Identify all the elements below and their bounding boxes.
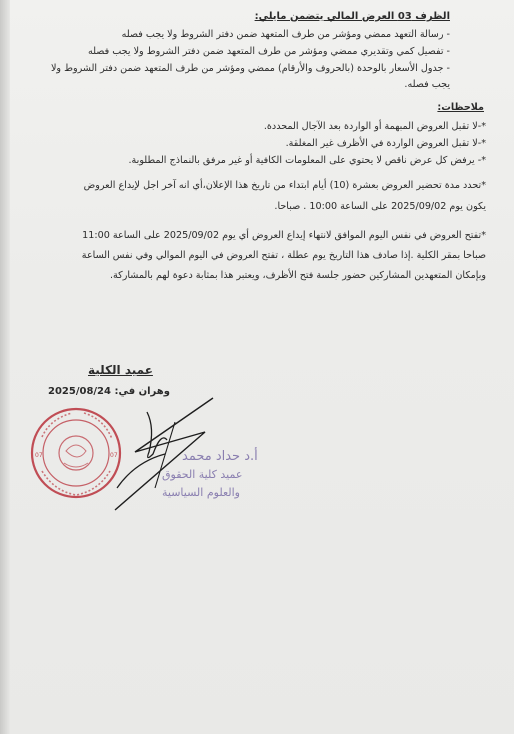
note-item: *- يرفض كل عرض ناقص لا يحتوي على المعلومات الكافية أو غير مرفق بالنماذج المطلوبة. xyxy=(128,155,486,166)
financial-item: يجب فصله. xyxy=(404,79,450,90)
dean-title: عميد الكلية xyxy=(88,363,153,377)
dean-stamp-role: عميد كلية الحقوق xyxy=(162,468,243,481)
dean-stamp-name: أ.د حداد محمد xyxy=(182,449,258,464)
page-edge-shadow xyxy=(0,0,10,734)
opening-text: *تفتح العروض في نفس اليوم الموافق لانتهاء إيداع العروض أي يوم 2025/09/02 على الساعة 11:00 xyxy=(82,230,486,241)
opening-text: صباحا بمقر الكلية .إذا صادف هذا التاريخ يوم عطلة ، تفتح العروض في اليوم الموالي وفي نفس الساعة xyxy=(81,250,486,261)
notes-title: ملاحظات: xyxy=(437,102,484,113)
financial-item: - تفصيل كمي وتقديري ممضي ومؤشر من طرف المتعهد ضمن دفتر الشروط ولا يجب فصله xyxy=(87,46,450,57)
note-item: *-لا تقبل العروض الواردة في الأظرف غير المغلقة. xyxy=(285,138,486,149)
financial-item: - جدول الأسعار بالوحدة (بالحروف والأرقام) ممضي ومؤشر من طرف المتعهد ضمن دفتر الشروط ولا xyxy=(50,63,450,74)
deadline-text: *تحدد مدة تحضير العروض بعشرة (10) أيام ابتداء من تاريخ هذا الإعلان،أي انه آخر اجل لإيداع العروض xyxy=(83,180,486,191)
financial-item: - رسالة التعهد ممضي ومؤشر من طرف المتعهد ضمن دفتر الشروط ولا يجب فصله xyxy=(121,29,450,40)
place-date: وهران في: 2025/08/24 xyxy=(48,386,170,397)
opening-text: وبإمكان المتعهدين المشاركين حضور جلسة فتح الأظرف، ويعتبر هذا بمثابة دعوة لهم بالمشاركة. xyxy=(109,270,486,281)
dean-stamp-faculty: والعلوم السياسية xyxy=(162,486,240,499)
note-item: *-لا تقبل العروض المبهمة أو الواردة بعد الآجال المحددة. xyxy=(263,121,486,132)
deadline-date-text: يكون يوم 2025/09/02 على الساعة 10:00 . صباحا. xyxy=(274,201,486,212)
svg-text:07: 07 xyxy=(110,452,118,459)
signature-icon xyxy=(95,392,225,522)
financial-offer-heading: الظرف 03 العرض المالي يتضمن مايلي: xyxy=(254,11,450,22)
svg-text:07: 07 xyxy=(35,452,43,459)
